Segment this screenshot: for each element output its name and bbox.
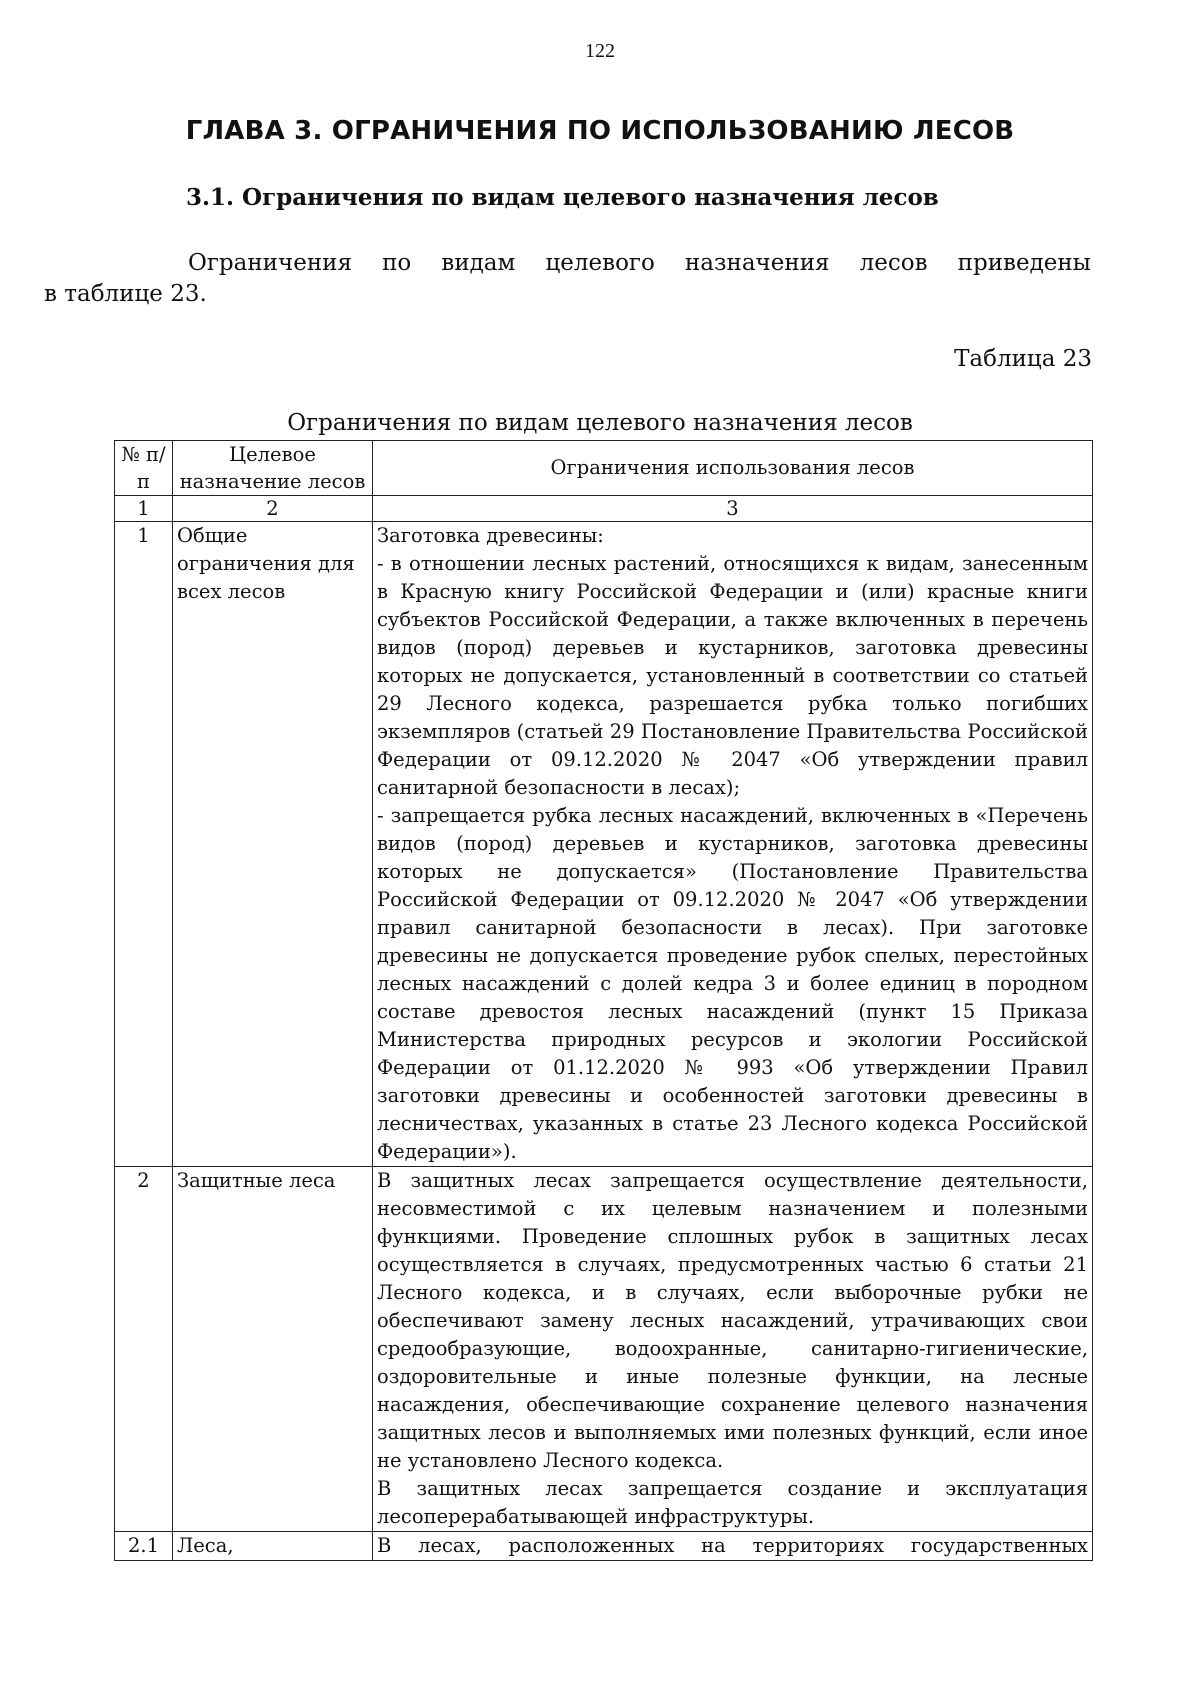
row-restrictions — [373, 1167, 1093, 1532]
restriction-paragraph: - в отношении лесных растений, относящихся к видам, занесенным в Красную книгу Российской Федерации и (или) красные книги субъектов Российской Федерации, а также включенных в перечень видов (пород) деревьев и кустарников, заготовка древесины которых не допускается, установленный в соответствии со статьей 29 Лесного кодекса, разрешается рубка только погибших экземпляров (статьей 29 Постановление Правительства Российской Федерации от 09.12.2020 № 2047 «Об утверждении правил санитарной безопасности в лесах); — [377, 552, 1088, 799]
row-purpose: Защитные леса — [173, 1167, 373, 1532]
table-row — [115, 1167, 1093, 1532]
page-number: 122 — [585, 40, 615, 62]
table-row — [115, 1532, 1093, 1561]
column-number-2: 2 — [173, 496, 373, 522]
restriction-paragraph: Заготовка древесины: — [377, 524, 604, 547]
table-caption: Ограничения по видам целевого назначения лесов — [287, 410, 913, 436]
row-restrictions — [373, 1532, 1093, 1561]
table-header-row — [115, 441, 1093, 496]
section-title: 3.1. Ограничения по видам целевого назначения лесов — [186, 184, 939, 211]
table-column-number-row — [115, 496, 1093, 522]
restriction-paragraph: В защитных лесах запрещается осуществление деятельности, несовместимой с их целевым назначением и полезными функциями. Проведение сплошных рубок в защитных лесах осуществляется в случаях, предусмотренных частью 6 статьи 21 Лесного кодекса, и в случаях, если выборочные рубки не обеспечивают замену лесных насаждений, утрачивающих свои средообразующие, водоохранные, санитарно-гигиенические, оздоровительные и иные полезные функции, на лесные насаждения, обеспечивающие сохранение целевого назначения защитных лесов и выполняемых ими полезных функций, если иное не установлено Лесного кодекса. — [377, 1169, 1088, 1472]
intro-line-2: в таблице 23. — [44, 281, 207, 307]
table-number: Таблица 23 — [954, 346, 1092, 372]
restriction-paragraph: В защитных лесах запрещается создание и эксплуатация лесоперерабатывающей инфраструктуры. — [377, 1477, 1088, 1528]
intro-line-1: Ограничения по видам целевого назначения лесов приведены — [188, 250, 1091, 276]
restriction-paragraph: В лесах, расположенных на территориях государственных — [377, 1534, 1088, 1557]
header-purpose: Целевое назначение лесов — [173, 441, 373, 496]
table-row — [115, 522, 1093, 1167]
header-restrictions: Ограничения использования лесов — [373, 441, 1093, 496]
intro-paragraph — [44, 248, 1091, 310]
row-purpose: Леса, — [173, 1532, 373, 1561]
header-num: № п/п — [115, 441, 173, 496]
chapter-title: ГЛАВА 3. ОГРАНИЧЕНИЯ ПО ИСПОЛЬЗОВАНИЮ ЛЕСОВ — [185, 116, 1015, 146]
row-restrictions — [373, 522, 1093, 1167]
row-num: 2 — [115, 1167, 173, 1532]
restrictions-table — [114, 440, 1093, 1561]
row-purpose: Общие ограничения для всех лесов — [173, 522, 373, 1167]
column-number-3: 3 — [373, 496, 1093, 522]
row-num: 1 — [115, 522, 173, 1167]
restriction-paragraph: - запрещается рубка лесных насаждений, включенных в «Перечень видов (пород) деревьев и кустарников, заготовка древесины которых не допускается» (Постановление Правительства Российской Федерации от 09.12.2020 № 2047 «Об утверждении правил санитарной безопасности в лесах). При заготовке древесины не допускается проведение рубок спелых, перестойных лесных насаждений с долей кедра 3 и более единиц в породном составе древостоя лесных насаждений (пункт 15 Приказа Министерства природных ресурсов и экологии Российской Федерации от 01.12.2020 № 993 «Об утверждении Правил заготовки древесины и особенностей заготовки древесины в лесничествах, указанных в статье 23 Лесного кодекса Российской Федерации»). — [377, 804, 1088, 1163]
row-num: 2.1 — [115, 1532, 173, 1561]
column-number-1: 1 — [115, 496, 173, 522]
